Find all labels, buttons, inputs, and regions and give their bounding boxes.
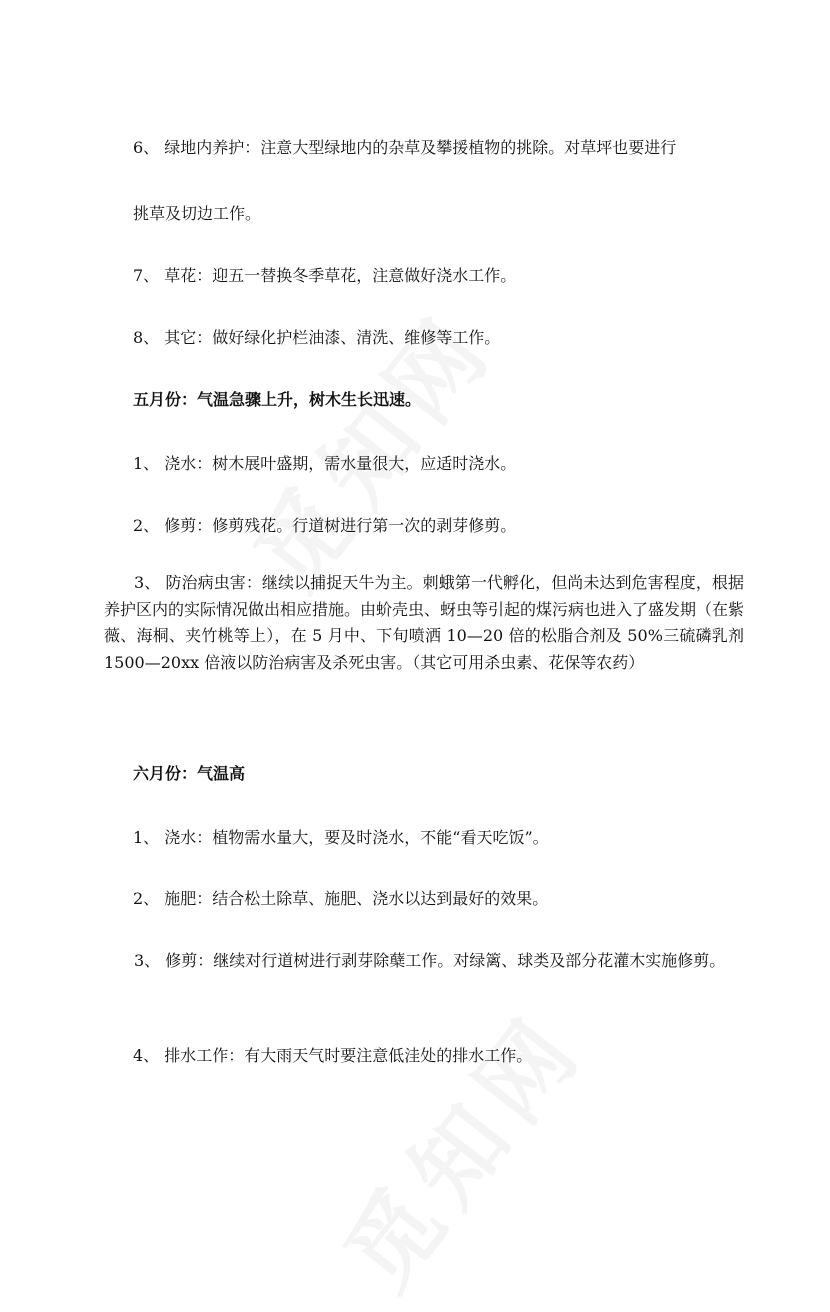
- may-item-3-paragraph: 3、 防治病虫害：继续以捕捉天牛为主。刺蛾第一代孵化，但尚未达到危害程度，根据养护区内的实际情况做出相应措施。由蚧壳虫、蚜虫等引起的煤污病也进入了盛发期（在紫薇、海桐、夹竹桃等上），在 5 月中、下旬喷洒 10—20 倍的松脂合剂及 50%三硫磷乳剂 1500—20xx 倍液以防治病害及杀死虫害。（其它可用杀虫素、花保等农药）: [104, 573, 745, 672]
- june-item-1: 1、 浇水：植物需水量大，要及时浇水，不能“看天吃饭”。: [133, 828, 549, 847]
- item-6-line: 6、 绿地内养护：注意大型绿地内的杂草及攀援植物的挑除。对草坪也要进行: [133, 138, 677, 157]
- june-heading: 六月份：气温高: [133, 764, 246, 783]
- watermark-text: [309, 980, 609, 1312]
- may-heading: 五月份：气温急骤上升，树木生长迅速。: [133, 390, 422, 409]
- june-item-2: 2、 施肥：结合松土除草、施肥、浇水以达到最好的效果。: [133, 889, 549, 908]
- item-7-line: 7、 草花：迎五一替换冬季草花，注意做好浇水工作。: [133, 266, 517, 285]
- june-item-3-paragraph: 3、 修剪：继续对行道树进行剥芽除蘖工作。对绿篱、球类及部分花灌木实施修剪。: [134, 951, 726, 970]
- item-6-continuation: 挑草及切边工作。: [133, 204, 262, 223]
- june-item-4: 4、 排水工作：有大雨天气时要注意低洼处的排水工作。: [133, 1046, 533, 1065]
- may-item-1: 1、 浇水：树木展叶盛期，需水量很大，应适时浇水。: [133, 454, 517, 473]
- item-8-line: 8、 其它：做好绿化护栏油漆、清洗、维修等工作。: [133, 328, 501, 347]
- may-item-2: 2、 修剪：修剪残花。行道树进行第一次的剥芽修剪。: [133, 516, 517, 535]
